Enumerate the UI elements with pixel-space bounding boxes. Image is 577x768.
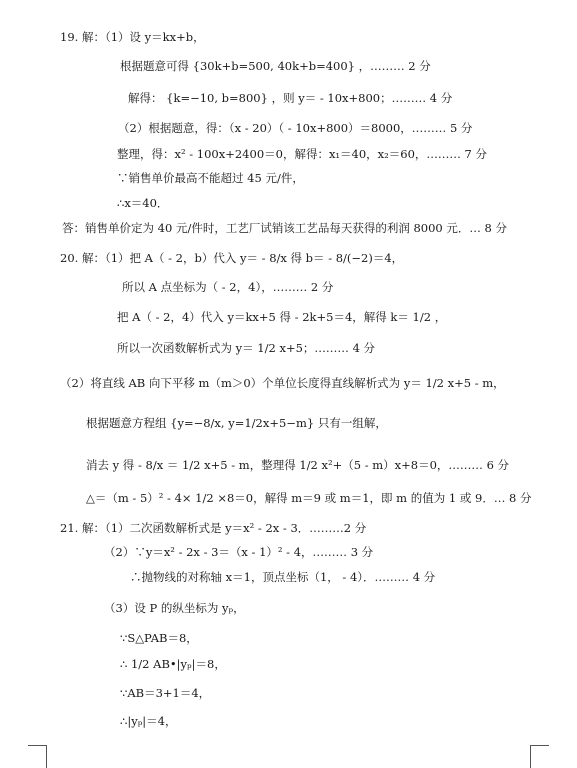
q21-line-8: ∴|yₚ|＝4， xyxy=(120,714,177,728)
q19-line-5: 整理，得：x² - 100x+2400＝0，解得：x₁＝40，x₂＝60，……… 7 分 xyxy=(117,147,488,161)
q20-line-4: 所以一次函数解析式为 y＝ 1/2 x+5；……… 4 分 xyxy=(117,341,376,355)
q21-line-7: ∵AB＝3+1＝4， xyxy=(120,686,211,700)
q20-line-1: 20. 解：（1）把 A（ - 2，b）代入 y＝ - 8/x 得 b＝ - 8/(−2)＝4， xyxy=(60,251,404,265)
q19-line-3: 解得： {k=−10, b=800} ，则 y＝ - 10x+800；……… 4 分 xyxy=(128,91,453,105)
page-corner-mark-right xyxy=(530,745,549,768)
q19-line-1: 19. 解：（1）设 y＝kx+b， xyxy=(60,30,205,44)
q20-line-6: 根据题意方程组 {y=−8/x, y=1/2x+5−m} 只有一组解， xyxy=(86,416,387,430)
q21-line-2: （2）∵y＝x² - 2x - 3＝（x - 1）² - 4，……… 3 分 xyxy=(104,545,374,559)
q20-line-5: （2）将直线 AB 向下平移 m（m＞0）个单位长度得直线解析式为 y＝ 1/2 x+5 - m， xyxy=(60,376,505,390)
q19-line-7: ∴x＝40． xyxy=(117,196,169,210)
q20-line-3: 把 A（ - 2，4）代入 y＝kx+5 得 - 2k+5＝4，解得 k＝ 1/2 ， xyxy=(117,310,447,324)
q21-line-6: ∴ 1/2 AB•|yₚ|＝8， xyxy=(120,657,226,671)
q21-line-3: ∴抛物线的对称轴 x＝1，顶点坐标（1， - 4）．……… 4 分 xyxy=(130,570,436,584)
q21-line-5: ∵S△PAB＝8， xyxy=(120,631,198,645)
page-corner-mark-left xyxy=(28,745,47,768)
q21-line-1: 21. 解：（1）二次函数解析式是 y＝x² - 2x - 3．………2 分 xyxy=(60,521,367,535)
q19-answer: 答：销售单价定为 40 元/件时，工艺厂试销该工艺品每天获得的利润 8000 元．… 8 分 xyxy=(62,221,508,235)
q19-line-2: 根据题意可得 {30k+b=500, 40k+b=400} ，……… 2 分 xyxy=(120,59,431,73)
q19-line-6: ∵销售单价最高不能超过 45 元/件， xyxy=(117,171,304,185)
q21-line-4: （3）设 P 的纵坐标为 yₚ， xyxy=(104,601,245,615)
q19-line-4: （2）根据题意，得：（x - 20）（ - 10x+800）＝8000，……… 5 分 xyxy=(118,121,473,135)
q20-line-7: 消去 y 得 - 8/x ＝ 1/2 x+5 - m，整理得 1/2 x²+（5 - m）x+8＝0，……… 6 分 xyxy=(86,458,510,472)
q20-line-8: △＝（m - 5）² - 4× 1/2 ×8＝0，解得 m＝9 或 m＝1，即 m 的值为 1 或 9．… 8 分 xyxy=(86,491,532,505)
q20-line-2: 所以 A 点坐标为（ - 2，4），……… 2 分 xyxy=(122,280,334,294)
